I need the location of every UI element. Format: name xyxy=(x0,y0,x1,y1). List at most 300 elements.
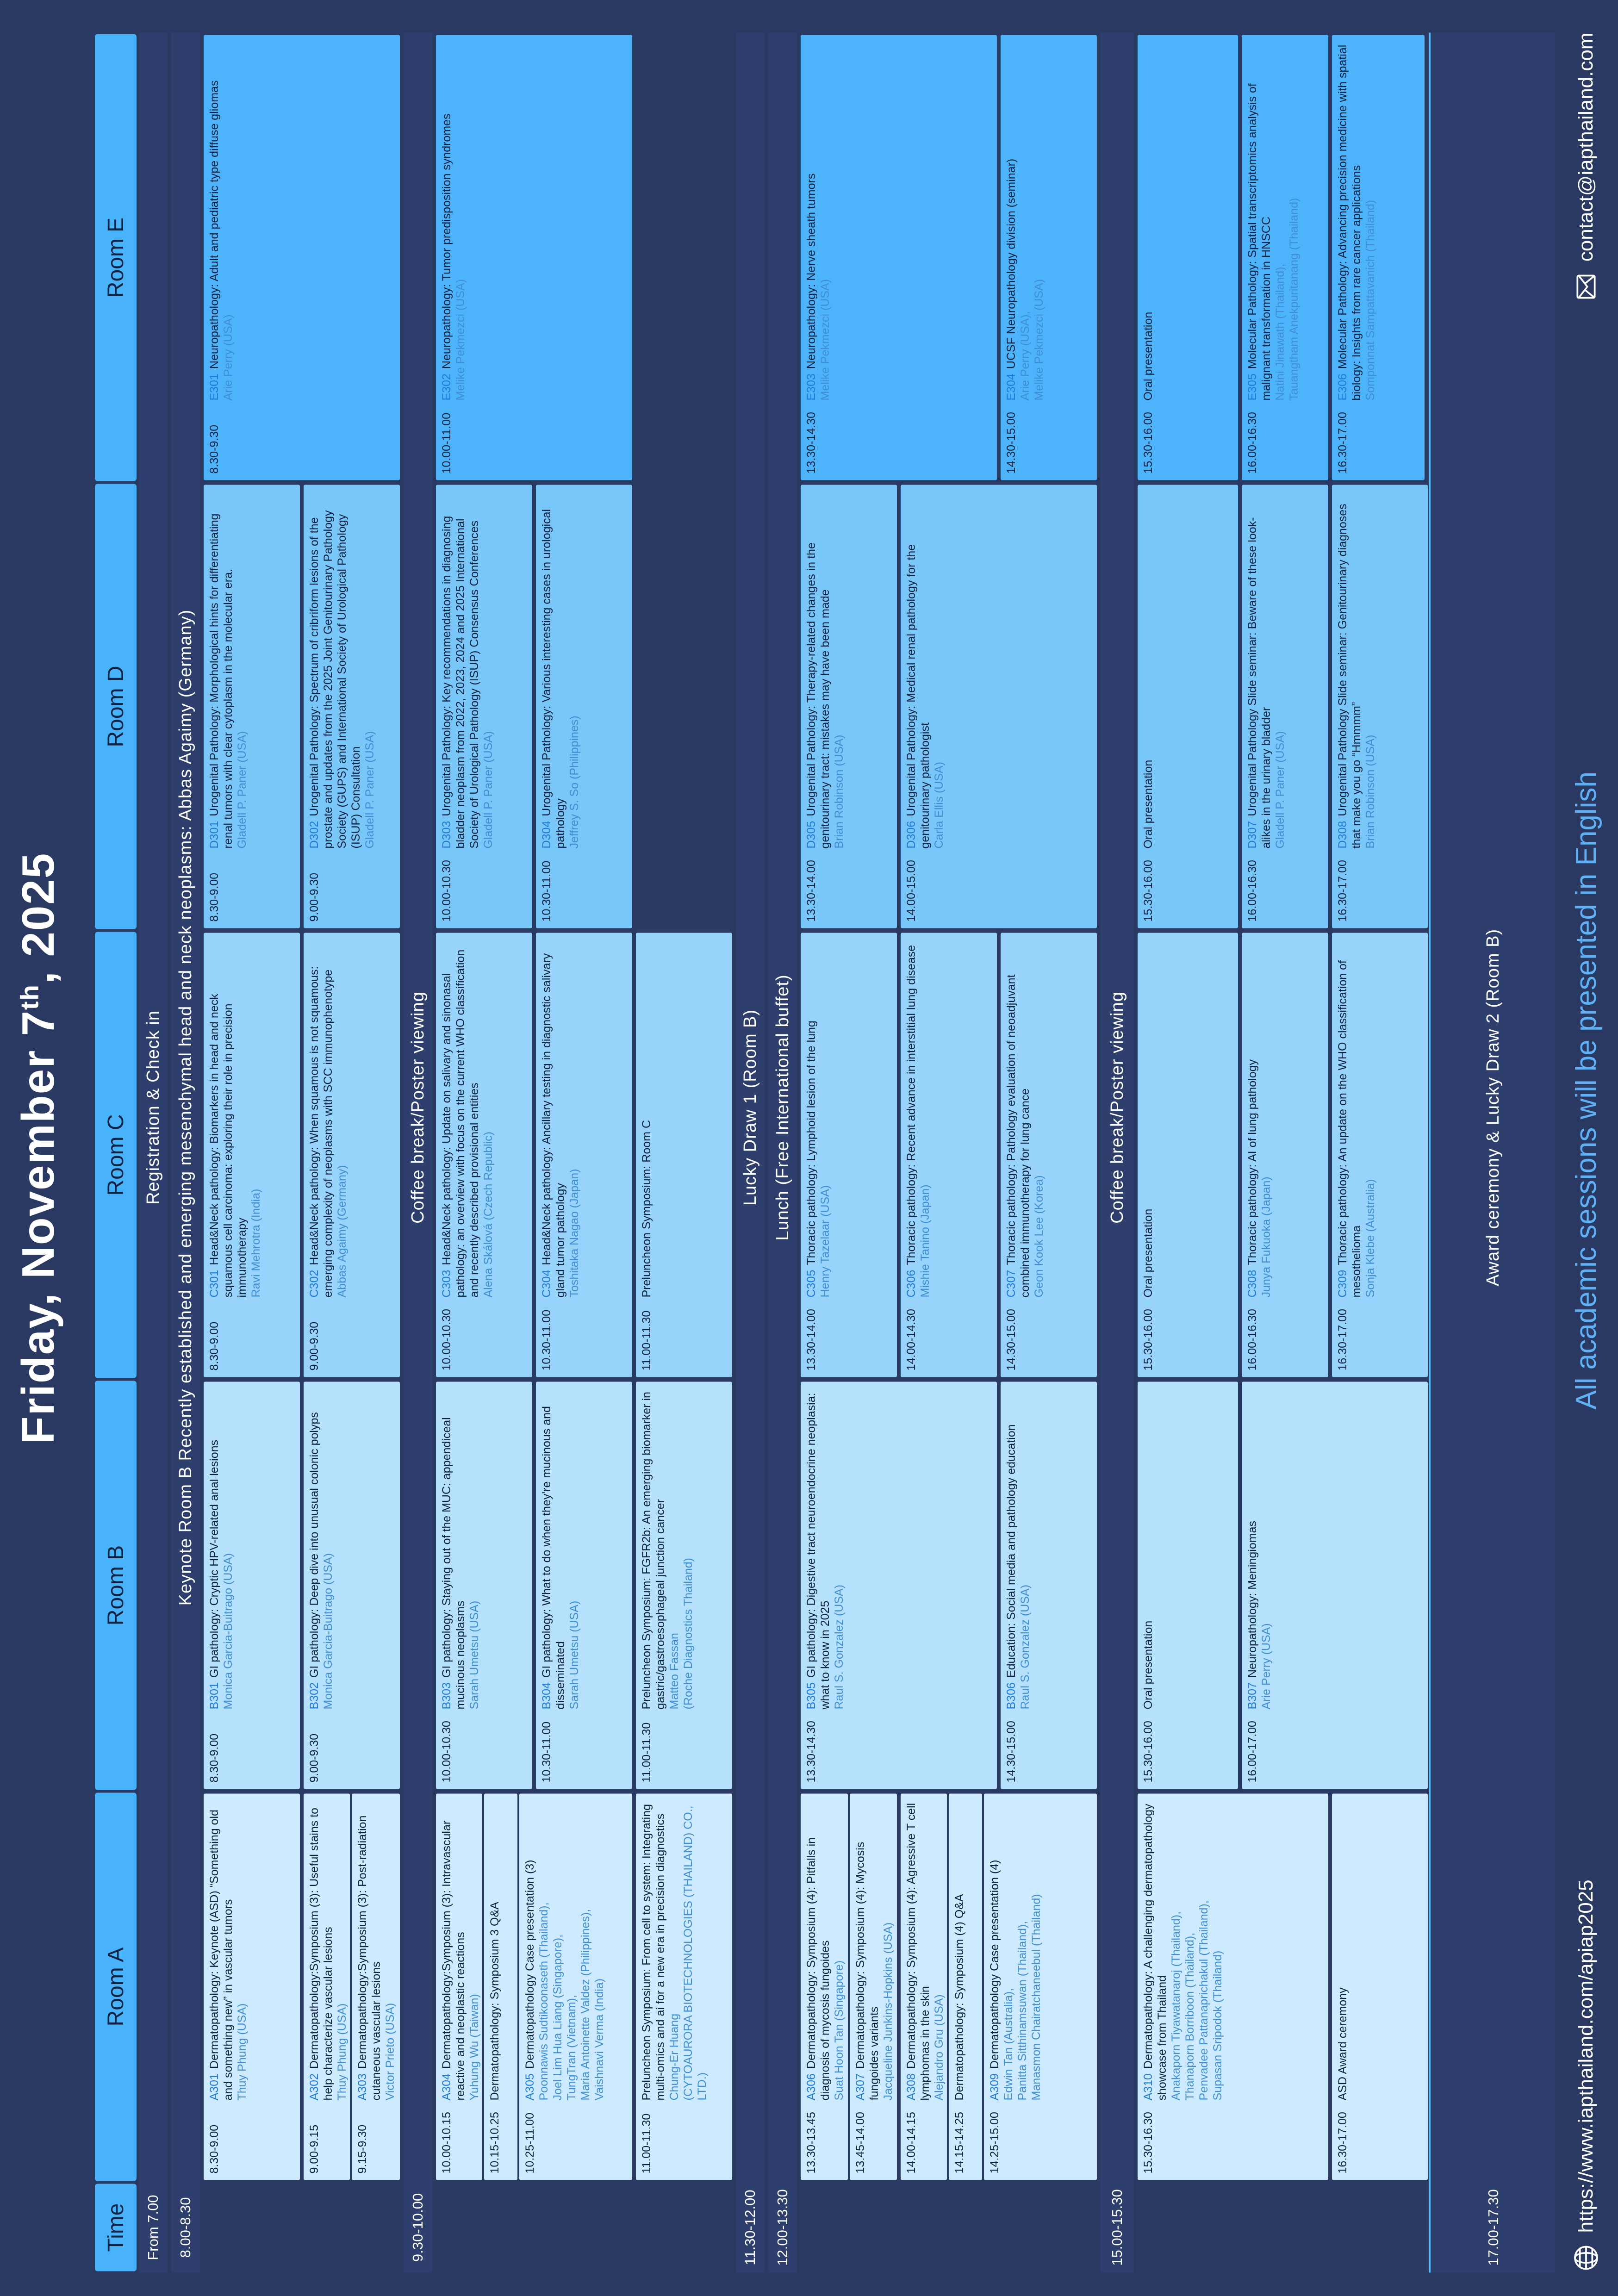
session-title: Dermatopathology Case presentation (4) xyxy=(988,1859,1001,2069)
session-cell xyxy=(204,1381,300,1789)
session-cell xyxy=(901,485,1097,928)
room-header-D: Room D xyxy=(95,484,137,929)
session-title: Urogenital Pathology: Medical renal pathology for the genitourinary pathologist xyxy=(905,544,932,848)
session-title: Head&Neck pathology: When squamous is not squamous: emerging complexity of neoplasms with SCC immunophenotype xyxy=(308,966,335,1297)
speaker-line: Yuhung Wu (Taiwan) xyxy=(468,1993,481,2100)
session-title-line xyxy=(440,491,481,848)
session-cell xyxy=(636,933,732,1377)
session-title: Preluncheon Symposium: From cell to system: Integrating multi-omics and ai for a new era in precision diagnostics xyxy=(640,1804,667,2100)
session-cell xyxy=(536,933,632,1377)
session-cell xyxy=(1332,933,1428,1377)
session-code: A307 xyxy=(854,2073,867,2100)
strip-row-2 xyxy=(404,32,432,2272)
session-time: 13.45-14.00 xyxy=(854,2111,867,2173)
footer-email-text: contact@iapthailand.com xyxy=(1574,32,1597,261)
session-title: Dermatopathology: Symposium (4): Pitfalls in diagnosis of mycosis fungoides xyxy=(805,1837,832,2100)
session-title-line xyxy=(1245,939,1259,1297)
session-body xyxy=(207,1800,296,2100)
speaker-line: Abbas Agaimy (Germany) xyxy=(336,1164,348,1297)
session-cell xyxy=(1138,933,1238,1377)
session-cell xyxy=(850,1793,897,2180)
session-time: 10.00-10.30 xyxy=(440,1720,453,1782)
speaker-line: Chung-Er Huang xyxy=(668,2013,681,2100)
speaker-line: Edwin Tan (Australia), xyxy=(1002,1988,1015,2100)
session-time: 8.30-9.00 xyxy=(208,872,221,921)
strip-label: Lucky Draw 1 (Room B) xyxy=(740,1009,760,1206)
session-time: 16.00-16.30 xyxy=(1246,411,1259,473)
session-cell xyxy=(1242,1381,1428,1789)
session-title: Oral presentation xyxy=(1142,311,1155,400)
session-title: Urogenital Pathology Slide seminar: Beware of these look-alikes in the urinary bladder xyxy=(1246,517,1273,848)
session-title: Dermatopathology: Symposium 3 Q&A xyxy=(488,1901,501,2100)
envelope-icon xyxy=(1571,272,1601,301)
session-title: ASD Award ceremony xyxy=(1336,1987,1349,2100)
speaker-line: Arie Perry (USA) xyxy=(1260,1623,1273,1709)
session-title-line xyxy=(952,1800,966,2100)
session-time: 8.30-9.00 xyxy=(208,2124,221,2173)
session-body xyxy=(540,939,629,1297)
session-time: 13.30-14.30 xyxy=(805,1720,818,1782)
session-time: 10.15-10.25 xyxy=(488,2111,501,2173)
session-body xyxy=(1141,939,1234,1297)
speaker-line: Melike Pekmezci (USA) xyxy=(819,279,832,400)
session-code: D308 xyxy=(1336,821,1349,848)
speaker-line: Gladell P. Paner (USA) xyxy=(363,731,376,848)
session-title: Thoracic pathology: Pathology evaluation of neoadjuvant combined immunotherapy for lung cance xyxy=(1005,974,1032,1297)
speaker-line: Brian Robinson (USA) xyxy=(1364,734,1377,848)
speaker-line: Suat Hoon Tan (Singapore) xyxy=(833,1960,846,2100)
session-code: B302 xyxy=(308,1682,321,1709)
session-body xyxy=(1245,41,1325,400)
speaker-line: Carla Ellis (USA) xyxy=(933,761,946,848)
session-time: 10.00-10.15 xyxy=(440,2111,453,2173)
session-title: Urogenital Pathology: Morphological hints for differentiating renal tumors with clear cytoplasm in the molecular era. xyxy=(208,513,235,848)
session-cell xyxy=(204,1793,300,2180)
session-time: 16.30-17.00 xyxy=(1336,411,1349,473)
session-title-line xyxy=(1141,1800,1169,2100)
session-time: 14.00-14.30 xyxy=(905,1308,918,1370)
session-cell xyxy=(1332,35,1425,480)
room-header-E: Room E xyxy=(95,34,137,481)
session-time: 16.00-16.30 xyxy=(1246,1308,1259,1370)
session-cell xyxy=(204,933,300,1377)
strip-time: 11.30-12.00 xyxy=(742,2189,758,2265)
session-cell xyxy=(1138,485,1238,928)
session-title-line xyxy=(440,1388,467,1709)
session-title: Dermatopathology: Symposium (4): Mycosis fungoides variants xyxy=(854,1842,881,2100)
strip-label: Keynote Room B Recently established and emerging mesenchymal head and neck neoplasms: Abbas Agaimy (Germany) xyxy=(175,609,195,1605)
session-title: Head&Neck pathology: Update on salivary and sinonasal pathology: an overview with focus on the current WHO classification and recently described provisional entities xyxy=(440,949,481,1297)
session-title-line xyxy=(307,1388,321,1709)
session-body xyxy=(207,939,296,1297)
session-code: C308 xyxy=(1246,1269,1259,1297)
session-body xyxy=(307,1800,346,2100)
session-code: C302 xyxy=(308,1269,321,1297)
session-code: C304 xyxy=(540,1269,553,1297)
session-time: 14.30-15.00 xyxy=(1005,1308,1018,1370)
session-cell xyxy=(536,1381,632,1789)
session-code: B307 xyxy=(1246,1682,1259,1709)
speaker-line: Somponnat Sampattavanich (Thailand) xyxy=(1364,199,1377,400)
session-code: C306 xyxy=(905,1269,918,1297)
speaker-line: Matteo Fassan xyxy=(668,1632,681,1709)
session-body xyxy=(307,491,396,848)
session-code: D307 xyxy=(1246,821,1259,848)
session-time: 10.30-11.00 xyxy=(540,1309,553,1370)
session-body xyxy=(207,491,296,848)
session-time: 13.30-13.45 xyxy=(805,2111,818,2173)
session-title-line xyxy=(1245,1388,1259,1709)
session-title: Thoracic pathology: AI of lung pathology xyxy=(1246,1059,1259,1265)
session-cell xyxy=(636,1793,732,2180)
session-code: E302 xyxy=(440,373,453,400)
session-code: D302 xyxy=(308,821,321,848)
footer-website xyxy=(1571,1879,1601,2272)
session-body xyxy=(1336,939,1424,1297)
session-title: Thoracic pathology: An update on the WHO classification of mesothelioma xyxy=(1336,960,1363,1297)
speaker-line: Penvadee Pattanaprichakul (Thailand), xyxy=(1197,1900,1210,2100)
session-title-line xyxy=(904,939,918,1297)
session-title-line xyxy=(523,1800,537,2100)
session-title-line xyxy=(988,1800,1002,2100)
session-cell xyxy=(436,1381,532,1789)
session-body xyxy=(1336,1800,1424,2100)
speaker-line: Mishie Tanino (Japan) xyxy=(919,1184,932,1297)
session-code: B306 xyxy=(1005,1682,1018,1709)
session-body xyxy=(523,1800,629,2100)
session-title-line xyxy=(1141,939,1155,1297)
session-body xyxy=(207,41,396,400)
session-title-line xyxy=(207,939,249,1297)
session-time: 16.30-17.00 xyxy=(1336,859,1349,921)
session-title: GI pathology: Digestive tract neuroendocrine neoplasia: what to know in 2025 xyxy=(805,1392,832,1709)
session-time: 10.00-10.30 xyxy=(440,1308,453,1370)
session-cell xyxy=(949,1793,982,2180)
speaker-line: Monica Garcia-Buitrago (USA) xyxy=(322,1553,335,1709)
session-title: Dermatopathology:Symposium (3): Intravascular reactive and neoplastic reactions xyxy=(440,1820,467,2100)
session-body xyxy=(952,1800,978,2100)
speaker-line: Gladell P. Paner (USA) xyxy=(482,731,495,848)
session-title: Neuropathology: Tumor predisposition syndromes xyxy=(440,113,453,369)
session-body xyxy=(904,1800,946,2100)
session-code: A303 xyxy=(356,2073,369,2100)
session-title-line xyxy=(1004,939,1032,1297)
speaker-line: Thuy Phung (USA) xyxy=(236,2003,249,2100)
session-title-line xyxy=(207,1388,221,1709)
page-title xyxy=(12,0,64,2296)
poster-footer xyxy=(1561,32,1612,2272)
session-title: Dermatopathology: Symposium (4): Agressive T cell lymphomas in the skin xyxy=(905,1803,932,2100)
speaker-line: Sarah Umetsu (USA) xyxy=(568,1600,581,1709)
session-title-line xyxy=(488,1800,502,2100)
session-code: E301 xyxy=(208,373,221,400)
session-title-line xyxy=(1004,1388,1018,1709)
session-cell xyxy=(801,485,897,928)
session-code: A304 xyxy=(440,2073,453,2100)
session-time: 13.30-14.00 xyxy=(805,859,818,921)
session-title: Dermatopathology:Symposium (3): Useful stains to help characterize vascular lesions xyxy=(308,1807,335,2100)
footer-email xyxy=(1571,32,1601,301)
session-code: B301 xyxy=(208,1682,221,1709)
strip-time: 17.00-17.30 xyxy=(1485,2189,1501,2266)
session-body xyxy=(355,1800,396,2100)
session-body xyxy=(804,491,893,848)
session-title: GI pathology: What to do when they're mucinous and disseminated xyxy=(540,1406,567,1709)
session-body xyxy=(640,1388,728,1709)
session-title: Dermatopathology: Keynote (ASD) “Something old and something new” in vascular tumors xyxy=(208,1809,235,2100)
session-cell xyxy=(901,933,997,1377)
session-time: 8.30-9.00 xyxy=(208,1321,221,1370)
session-code: E305 xyxy=(1246,373,1259,400)
session-title-line xyxy=(1336,939,1363,1297)
session-cell xyxy=(801,1381,997,1789)
session-cell xyxy=(1332,1793,1428,2180)
session-code: D301 xyxy=(208,821,221,848)
session-title-line xyxy=(640,1388,667,1709)
session-cell xyxy=(1332,485,1428,928)
session-title-line xyxy=(307,1800,335,2100)
session-body xyxy=(440,491,529,848)
session-title-line xyxy=(440,1800,467,2100)
session-time: 11.00-11.30 xyxy=(640,1310,653,1370)
session-time: 15.30-16.30 xyxy=(1142,2111,1155,2173)
speaker-line: Melike Pekmezci (USA) xyxy=(454,279,467,400)
strip-row-0 xyxy=(139,32,168,2272)
speaker-line: Alejandro Gru (USA) xyxy=(933,1994,946,2100)
session-title: Oral presentation xyxy=(1142,1208,1155,1297)
session-body xyxy=(440,41,629,400)
speaker-line: Raul S. Gonzalez (USA) xyxy=(833,1584,846,1709)
speaker-line: Henry Tazelaar (USA) xyxy=(819,1185,832,1297)
session-time: 10.00-10.30 xyxy=(440,859,453,921)
session-body xyxy=(1245,939,1325,1297)
speaker-line: Thanaporn Borriboon (Thailand), xyxy=(1183,1932,1196,2100)
speaker-line: Junya Fukuoka (Japan) xyxy=(1260,1176,1273,1297)
strip-label: Lunch (Free International buffet) xyxy=(772,974,792,1241)
strip-label: Award ceremony & Lucky Draw 2 (Room B) xyxy=(1483,928,1503,1286)
session-title-line xyxy=(440,41,454,400)
session-body xyxy=(1004,939,1093,1297)
session-time: 9.00-9.15 xyxy=(308,2124,321,2173)
speaker-line: Manasmon Chairatchaneebul (Thailand) xyxy=(1030,1893,1043,2100)
session-cell xyxy=(536,485,632,928)
session-cell xyxy=(519,1793,632,2180)
globe-icon xyxy=(1571,2243,1601,2272)
session-cell xyxy=(1001,35,1097,480)
session-cell xyxy=(204,35,400,480)
page-title-tail: , 2025 xyxy=(12,852,63,984)
speaker-line: Arie Perry (USA), xyxy=(1019,311,1032,400)
session-time: 13.30-14.00 xyxy=(805,1308,818,1370)
session-title: Oral presentation xyxy=(1142,1620,1155,1709)
session-time: 10.00-11.00 xyxy=(440,412,453,473)
session-title: Preluncheon Symposium: Room C xyxy=(640,1120,653,1297)
speaker-line: Supasan Sripodok (Thailand) xyxy=(1211,1950,1224,2100)
speaker-line: Poonnawis Sudtikoonaseth (Thailand), xyxy=(537,1902,550,2100)
session-code: E306 xyxy=(1336,373,1349,400)
session-time: 15.30-16.00 xyxy=(1142,1308,1155,1370)
session-code: C307 xyxy=(1005,1269,1018,1297)
session-cell xyxy=(436,933,532,1377)
session-code: D303 xyxy=(440,821,453,848)
session-code: D305 xyxy=(805,821,818,848)
session-time: 16.00-17.00 xyxy=(1246,1720,1259,1782)
session-body xyxy=(307,939,396,1297)
room-header-time: Time xyxy=(95,2184,137,2271)
session-body xyxy=(1141,491,1234,848)
session-title: Urogenital Pathology: Spectrum of cribriform lesions of the prostate and updates from the 2025 Joint Genitourinary Pathology Society (GUPS) and International Society of Urological Pathology (ISUP) Consultation xyxy=(308,510,362,848)
session-title-line xyxy=(540,491,567,848)
strip-row-6 xyxy=(1431,32,1555,2272)
session-code: A301 xyxy=(208,2073,221,2100)
session-body xyxy=(988,1800,1093,2100)
session-code: A302 xyxy=(308,2073,321,2100)
session-time: 13.30-14.30 xyxy=(805,411,818,473)
session-title: Neuropathology: Adult and pediatric type diffuse gliomas xyxy=(208,80,221,369)
session-body xyxy=(1245,1388,1424,1709)
session-cell xyxy=(204,485,300,928)
session-cell xyxy=(1242,485,1328,928)
session-title-line xyxy=(904,491,932,848)
session-time: 8.30-9.00 xyxy=(208,1733,221,1782)
session-cell xyxy=(801,35,997,480)
session-code: C305 xyxy=(805,1269,818,1297)
session-time: 9.00-9.30 xyxy=(308,872,321,921)
session-cell xyxy=(352,1793,400,2180)
session-time: 15.30-16.00 xyxy=(1142,859,1155,921)
session-title-line xyxy=(1141,1388,1155,1709)
session-title-line xyxy=(804,939,818,1297)
speaker-line: Raul S. Gonzalez (USA) xyxy=(1019,1584,1032,1709)
session-title: Head&Neck pathology: Ancillary testing in diagnostic salivary gland tumor pathology xyxy=(540,953,567,1297)
speaker-line: Panitta Sitthinamsuwan (Thailand), xyxy=(1016,1921,1029,2100)
speaker-line: (CYTOAURORA BIOTECHNOLOGIES (THAILAND) CO., LTD.) xyxy=(682,1805,709,2100)
session-body xyxy=(540,1388,629,1709)
speaker-line: Melike Pekmezci (USA) xyxy=(1033,279,1045,400)
session-body xyxy=(1141,41,1234,400)
session-title: Head&Neck pathology: Biomarkers in head and neck squamous cell carcinoma: exploring their role in precision immunotherapy xyxy=(208,993,249,1297)
strip-row-5 xyxy=(1101,32,1134,2272)
session-title-line xyxy=(853,1800,881,2100)
room-header-B: Room B xyxy=(95,1381,137,1790)
session-code: C303 xyxy=(440,1269,453,1297)
speaker-line: Joel Lim Hua Liang (Singapore), xyxy=(551,1934,564,2100)
speaker-line: Geon Kook Lee (Korea) xyxy=(1033,1175,1045,1297)
speaker-line: Ravi Mehrotra (India) xyxy=(249,1188,262,1297)
session-title-line xyxy=(1141,41,1155,400)
session-body xyxy=(804,1388,993,1709)
session-body xyxy=(853,1800,893,2100)
session-title-line xyxy=(804,1388,832,1709)
speaker-line: Sonja Klebe (Australia) xyxy=(1364,1179,1377,1297)
speaker-line: Toshitaka Nagao (Japan) xyxy=(568,1169,581,1297)
session-cell xyxy=(436,485,532,928)
session-title: GI pathology: Cryptic HPV-related anal lesions xyxy=(208,1439,221,1678)
session-time: 9.00-9.30 xyxy=(308,1733,321,1782)
session-time: 9.15-9.30 xyxy=(356,2124,369,2173)
session-cell xyxy=(901,1793,947,2180)
session-time: 15.30-16.00 xyxy=(1142,411,1155,473)
speaker-line: Alena Skálová (Czech Republic) xyxy=(482,1131,495,1297)
speaker-line: Gladell P. Paner (USA) xyxy=(1274,731,1287,848)
footer-website-text: https://www.iapthailand.com/apiap2025 xyxy=(1574,1879,1597,2233)
session-title: Urogenital Pathology Slide seminar: Genitourinary diagnoses that make you go “Hmmmm” xyxy=(1336,503,1363,848)
session-time: 16.30-17.00 xyxy=(1336,2111,1349,2173)
session-title: GI pathology: Deep dive into unusual colonic polyps xyxy=(308,1412,321,1678)
session-title-line xyxy=(207,1800,235,2100)
session-cell xyxy=(304,1793,350,2180)
session-cell xyxy=(1138,35,1238,480)
speaker-line: Natini Jinawath (Thailand), xyxy=(1274,263,1287,400)
session-body xyxy=(1336,41,1421,400)
session-time: 8.30-9.30 xyxy=(208,424,221,473)
session-cell xyxy=(436,1793,482,2180)
footer-language-note: All academic sessions will be presented in English xyxy=(1570,771,1602,1410)
session-time: 14.15-14.25 xyxy=(953,2111,966,2173)
page-title-sup: th xyxy=(15,983,44,1010)
speaker-line: Gladell P. Paner (USA) xyxy=(236,731,249,848)
session-cell xyxy=(304,1381,400,1789)
strip-time: 15.00-15.30 xyxy=(1109,2189,1125,2266)
session-title-line xyxy=(640,1800,667,2100)
speaker-line: Jeffrey S. So (Philippines) xyxy=(568,715,581,848)
session-cell xyxy=(484,1793,517,2180)
speaker-line: Monica Garcia-Buitrago (USA) xyxy=(222,1553,235,1709)
session-title: Thoracic pathology: Recent advance in interstitial lung disease xyxy=(905,945,918,1265)
strip-row-3 xyxy=(736,32,765,2272)
session-title-line xyxy=(1336,41,1363,400)
session-body xyxy=(640,939,728,1297)
session-code: D304 xyxy=(540,821,553,848)
speaker-line: (Roche Diagnostics Thailand) xyxy=(682,1557,695,1709)
strip-time: 8.00-8.30 xyxy=(177,2197,193,2258)
session-time: 16.00-16.30 xyxy=(1246,859,1259,921)
strip-row-4 xyxy=(768,32,797,2272)
session-title-line xyxy=(640,939,653,1297)
page-title-main: Friday, November 7 xyxy=(12,1009,63,1444)
speaker-line: Tauangtham Anekpuritanang (Thailand) xyxy=(1288,198,1301,400)
session-code: E303 xyxy=(805,373,818,400)
session-body xyxy=(1141,1388,1234,1709)
session-time: 14.25-15.00 xyxy=(988,2111,1001,2173)
session-time: 15.30-16.00 xyxy=(1142,1720,1155,1782)
session-title-line xyxy=(307,939,335,1297)
speaker-line: Jacqueline Junkins-Hopkins (USA) xyxy=(882,1922,895,2100)
session-body xyxy=(440,939,529,1297)
session-body xyxy=(1245,491,1325,848)
session-time: 14.00-14.15 xyxy=(905,2111,918,2173)
session-title: Preluncheon Symposium: FGFR2b: An emerging biomarker in gastric/gastroesophageal junction cancer xyxy=(640,1391,667,1709)
session-body xyxy=(1004,1388,1093,1709)
session-code: B303 xyxy=(440,1682,453,1709)
session-body xyxy=(804,1800,844,2100)
session-body xyxy=(440,1388,529,1709)
session-body xyxy=(1004,41,1093,400)
session-title-line xyxy=(804,41,818,400)
speaker-line: Victor Prieto (USA) xyxy=(384,2003,397,2100)
session-title: Molecular Pathology: Spatial transcriptomics analysis of malignant transformation in HNSCC xyxy=(1246,83,1273,400)
session-code: E304 xyxy=(1005,373,1018,400)
session-cell xyxy=(436,35,632,480)
session-time: 16.30-17.00 xyxy=(1336,1308,1349,1370)
session-body xyxy=(904,491,1093,848)
speaker-line: Brian Robinson (USA) xyxy=(833,734,846,848)
session-cell xyxy=(1001,933,1097,1377)
session-body xyxy=(207,1388,296,1709)
session-code: A305 xyxy=(523,2073,536,2100)
strip-time: From 7.00 xyxy=(145,2194,161,2260)
session-title: Urogenital Pathology: Various interesting cases in urological pathology xyxy=(540,509,567,848)
